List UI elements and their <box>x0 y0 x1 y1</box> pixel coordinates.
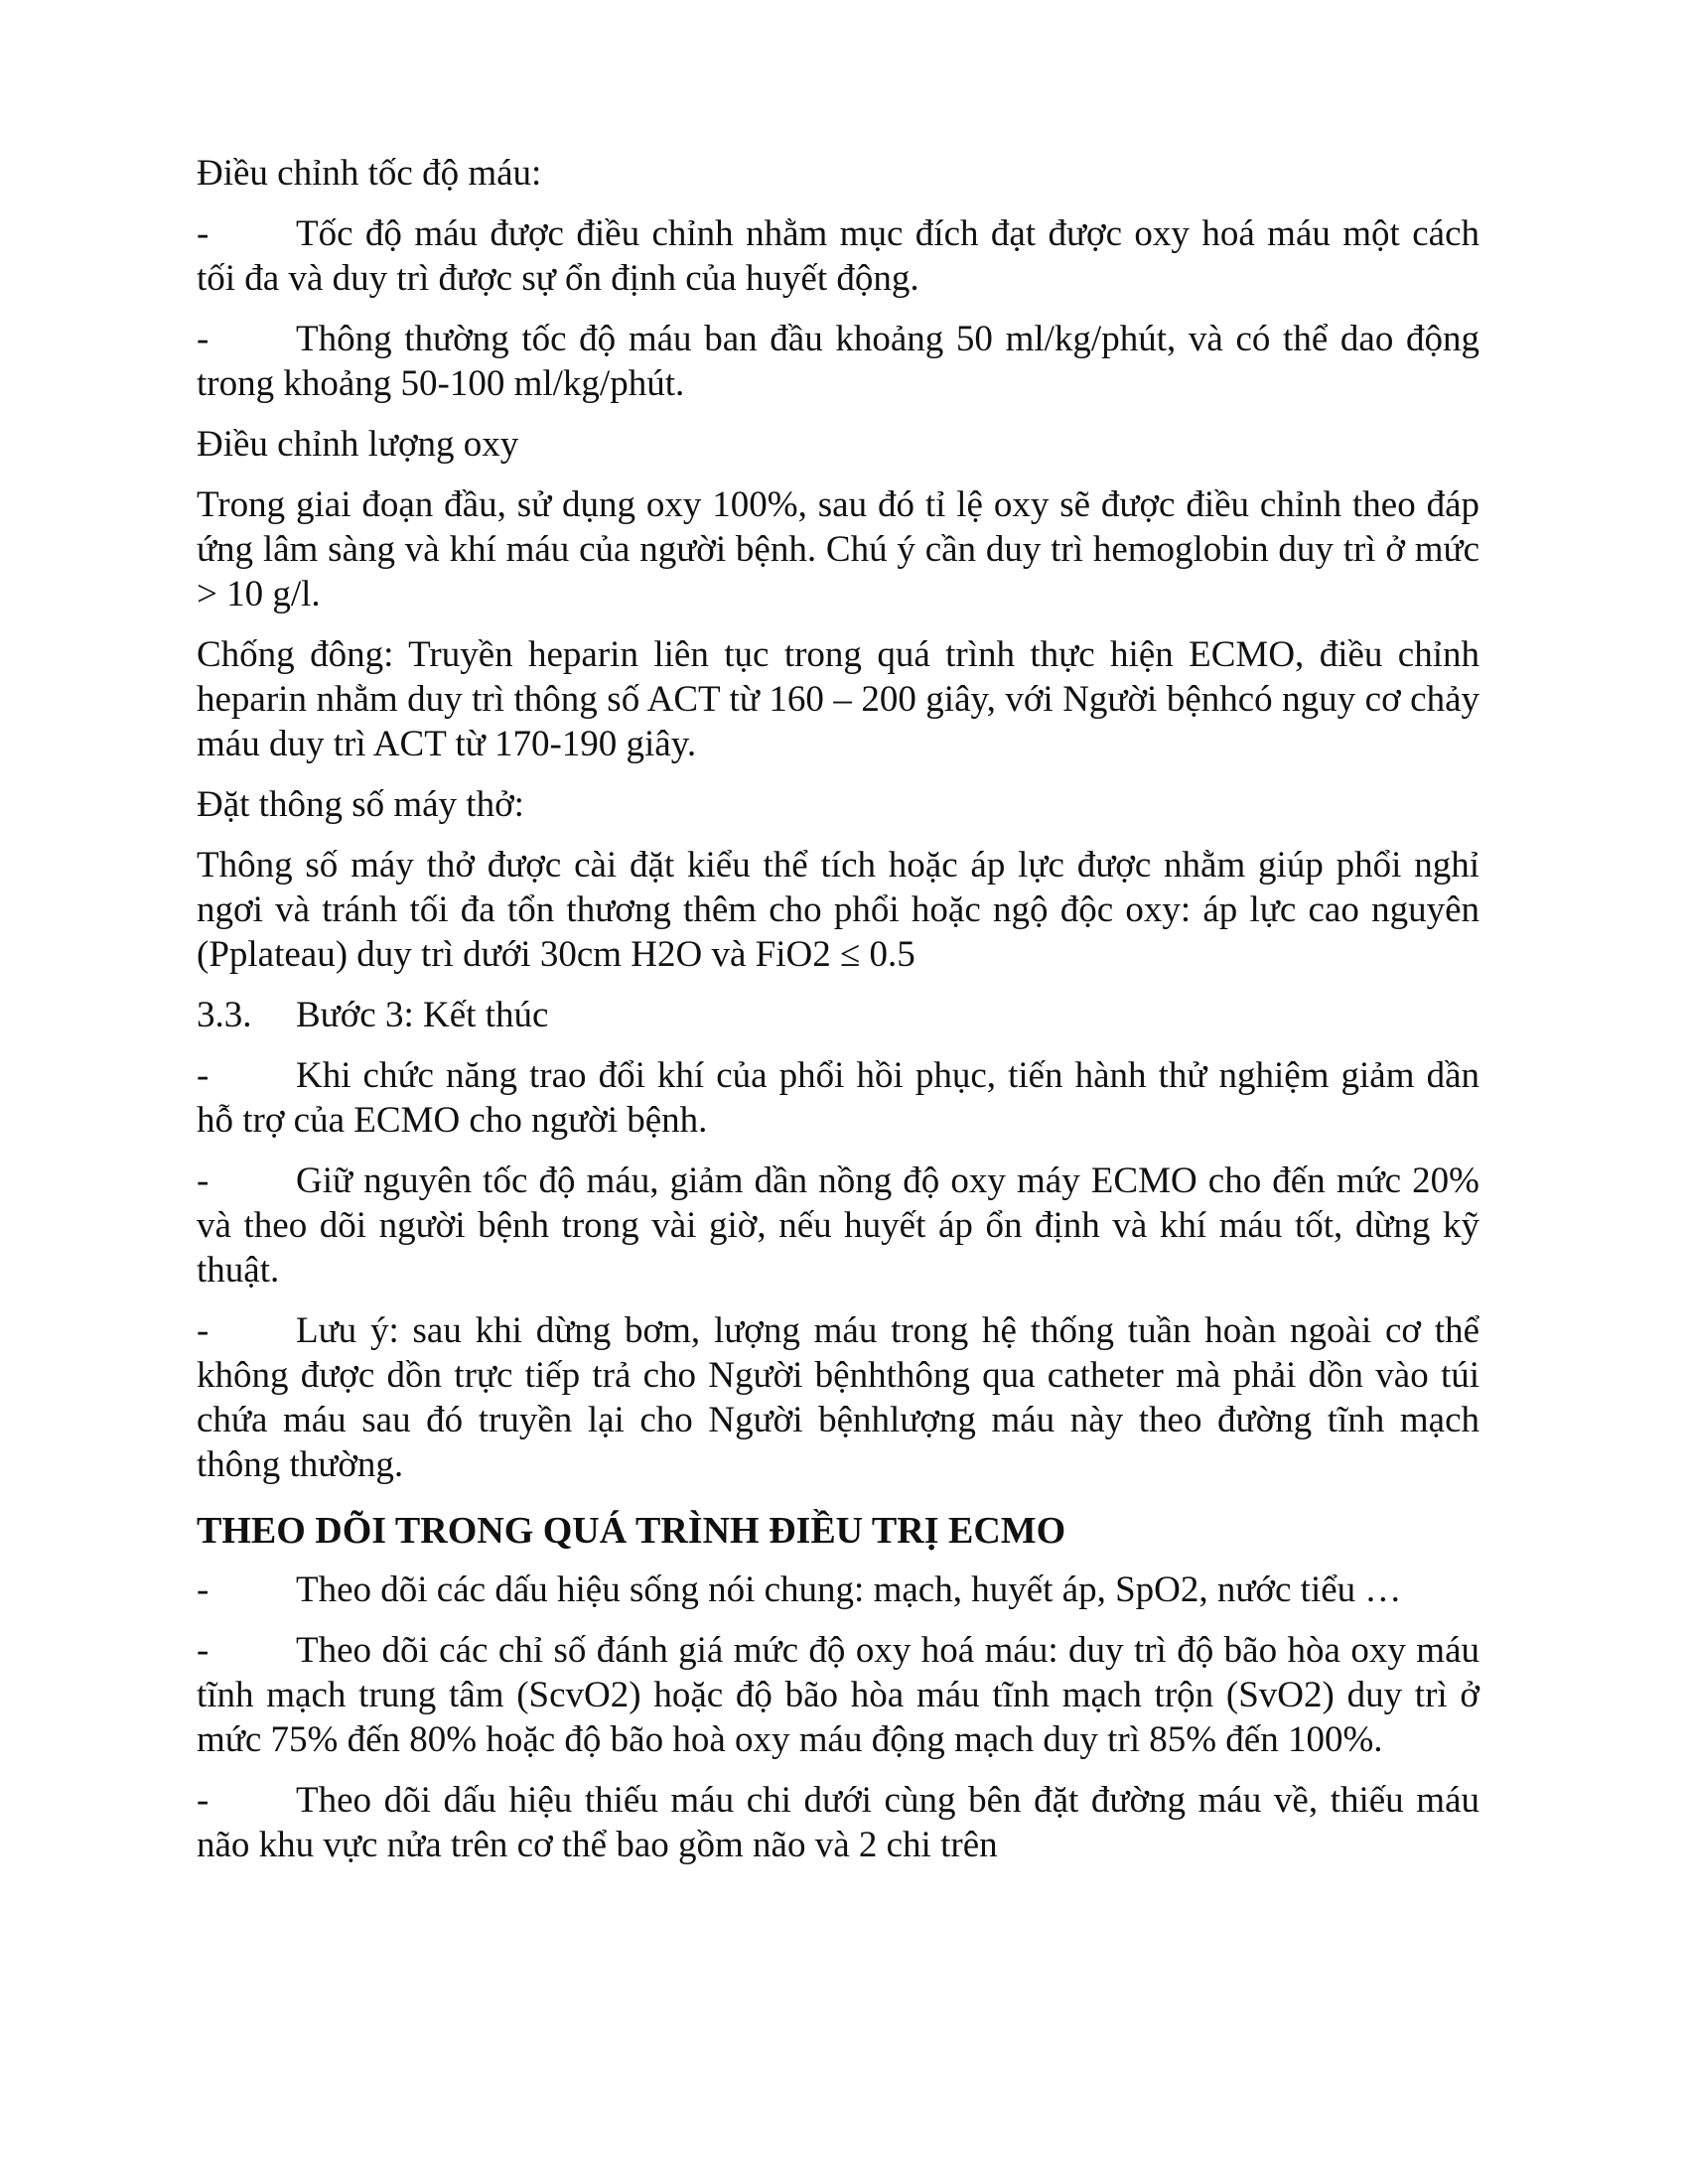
list-item-text: Khi chức năng trao đổi khí của phổi hồi phục, tiến hành thử nghiệm giảm dần hỗ trợ của ECMO cho người bệnh. <box>197 1055 1479 1141</box>
list-item <box>197 1778 1479 1867</box>
bullet-dash: - <box>197 213 210 254</box>
bullet-dash: - <box>197 1160 210 1201</box>
bullet-dash: - <box>197 1055 210 1096</box>
paragraph-anticoagulation: Chống đông: Truyền heparin liên tục trong quá trình thực hiện ECMO, điều chỉnh heparin nhằm duy trì thông số ACT từ 160 – 200 giây, với Người bệnhcó nguy cơ chảy máu duy trì ACT từ 170-190 giây. <box>197 634 1479 764</box>
list-item <box>197 1308 1479 1487</box>
bullet-dash: - <box>197 1780 210 1821</box>
step-heading <box>197 993 1479 1037</box>
list-item-text: Theo dõi các dấu hiệu sống nói chung: mạch, huyết áp, SpO2, nước tiểu … <box>296 1570 1402 1610</box>
bullet-dash: - <box>197 1630 210 1671</box>
list-item-text: Theo dõi các chỉ số đánh giá mức độ oxy hoá máu: duy trì độ bão hòa oxy máu tĩnh mạch trung tâm (ScvO2) hoặc độ bão hòa máu tĩnh mạch trộn (SvO2) duy trì ở mức 75% đến 80% hoặc độ bão hoà oxy máu động mạch duy trì 85% đến 100%. <box>197 1630 1479 1760</box>
list-item <box>197 1159 1479 1293</box>
list-item <box>197 1053 1479 1143</box>
bullet-dash: - <box>197 1310 210 1351</box>
step-title: Bước 3: Kết thúc <box>296 995 549 1035</box>
paragraph-oxygen: Trong giai đoạn đầu, sử dụng oxy 100%, sau đó tỉ lệ oxy sẽ được điều chỉnh theo đáp ứng lâm sàng và khí máu của người bệnh. Chú ý cần duy trì hemoglobin duy trì ở mức > 10 g/l. <box>197 484 1479 614</box>
subheading-ventilator: Đặt thông số máy thở: <box>197 784 524 825</box>
list-item <box>197 1628 1479 1762</box>
list-item <box>197 211 1479 301</box>
list-item-text: Theo dõi dấu hiệu thiếu máu chi dưới cùng bên đặt đường máu về, thiếu máu não khu vực nửa trên cơ thể bao gồm não và 2 chi trên <box>197 1780 1479 1865</box>
list-item <box>197 1568 1479 1612</box>
list-item-text: Lưu ý: sau khi dừng bơm, lượng máu trong hệ thống tuần hoàn ngoài cơ thể không được dồn trực tiếp trả cho Người bệnhthông qua catheter mà phải dồn vào túi chứa máu sau đó truyền lại cho Người bệnhlượng máu này theo đường tĩnh mạch thông thường. <box>197 1310 1479 1485</box>
list-item-text: Tốc độ máu được điều chỉnh nhằm mục đích đạt được oxy hoá máu một cách tối đa và duy trì được sự ổn định của huyết động. <box>197 213 1479 299</box>
list-item-text: Thông thường tốc độ máu ban đầu khoảng 50 ml/kg/phút, và có thể dao động trong khoảng 50-100 ml/kg/phút. <box>197 319 1479 404</box>
document-page <box>197 151 1479 1883</box>
subheading-blood-flow: Điều chỉnh tốc độ máu: <box>197 153 542 194</box>
subheading-oxygen: Điều chỉnh lượng oxy <box>197 424 519 465</box>
list-item-text: Giữ nguyên tốc độ máu, giảm dần nồng độ oxy máy ECMO cho đến mức 20% và theo dõi người bệnh trong vài giờ, nếu huyết áp ổn định và khí máu tốt, dừng kỹ thuật. <box>197 1160 1479 1291</box>
step-number: 3.3. <box>197 995 252 1035</box>
list-item <box>197 317 1479 406</box>
paragraph-ventilator: Thông số máy thở được cài đặt kiểu thể tích hoặc áp lực được nhằm giúp phổi nghỉ ngơi và tránh tối đa tổn thương thêm cho phổi hoặc ngộ độc oxy: áp lực cao nguyên (Pplateau) duy trì dưới 30cm H2O và FiO2 ≤ 0.5 <box>197 845 1479 975</box>
section-title: THEO DÕI TRONG QUÁ TRÌNH ĐIỀU TRỊ ECMO <box>197 1510 1066 1552</box>
bullet-dash: - <box>197 319 210 359</box>
bullet-dash: - <box>197 1570 210 1610</box>
